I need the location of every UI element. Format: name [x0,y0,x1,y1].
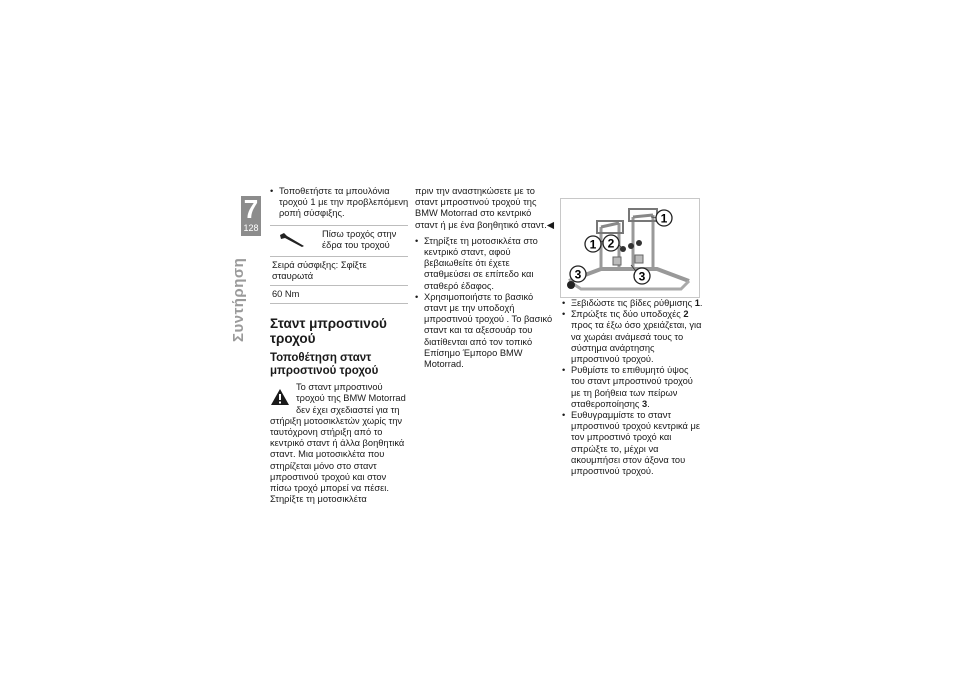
spec-row [270,226,408,257]
column-3 [562,298,704,477]
list-item: • Ευθυγραμμίστε το σταντ μπροστινού τροχού κεντρικά με τον μπροστινό τροχό και σπρώξτε το, μέχρι να ακουμπήσει στον άξονα του μπροστινού τροχού. [562,410,704,477]
svg-text:2: 2 [607,236,615,251]
torque-spec-table [270,225,408,305]
spec-row: Σειρά σύσφιξης: Σφίξτε σταυρωτά [270,257,408,286]
svg-text:1: 1 [589,237,597,252]
warning-triangle-icon [270,388,290,406]
callout-3-left [570,266,586,282]
column-2 [415,186,555,370]
svg-text:1: 1 [660,211,668,226]
callout-1b [585,236,601,252]
bullet-list [562,298,704,477]
warning-text: Το σταντ μπροστινού τροχού της BMW Motorrad δεν έχει σχεδιαστεί για τη στήριξη μοτοσικλετών χωρίς την ταυτόχρονη στήριξη από το κεντρικό σταντ ή άλλα βοηθητικά σταντ. Μια μοτοσικλέτα που στηρίζεται μόνο στο σταντ μπροστινού τροχού και στον πίσω τροχό μπορεί να πέσει. Στηρίξτε τη μοτοσικλέτα [270,382,406,505]
subsection-heading: Τοποθέτηση σταντ μπροστινού τροχού [270,352,379,378]
list-item: • Χρησιμοποιήστε το βασικό σταντ με την υποδοχή μπροστινού τροχού . Το βασικό σταντ και τα αξεσουάρ του διατίθενται από τον τοπικό Επίσημο Έμπορο BMW Motorrad. [415,292,555,370]
section-title-vertical: Συντήρηση [230,257,247,342]
svg-text:3: 3 [638,269,646,284]
list-item: • Ρυθμίστε το επιθυμητό ύψος του σταντ μπροστινού τροχού με τη βοήθεια των πείρων σταθεροποίησης 3. [562,365,704,410]
callout-1 [656,210,672,226]
list-item: • Τοποθετήστε τα μπουλόνια τροχού 1 με την προβλεπόμενη ροπή σύσφιξης. [270,186,410,220]
wrench-icon [278,232,308,248]
svg-text:3: 3 [574,267,582,282]
list-item: • Στηρίξτε τη μοτοσικλέτα στο κεντρικό σταντ, αφού βεβαιωθείτε ότι έχετε σταθμεύσει σε επίπεδο και σταθερό έδαφος. [415,236,555,292]
warning-block [270,382,410,505]
page-number: 128 [243,223,259,233]
bullet-list [415,236,555,370]
list-item: • Σπρώξτε τις δύο υποδοχές 2 προς τα έξω όσο χρειάζεται, για να χωράει ανάμεσά τους το σύστημα ανάρτησης μπροστινού τροχού. [562,309,704,365]
bullet-list [270,186,410,220]
front-wheel-stand-figure [560,198,700,298]
column-1 [270,186,410,505]
chapter-number: 7 [243,194,259,224]
list-item: • Ξεβιδώστε τις βίδες ρύθμισης 1. [562,298,704,309]
spec-row: 60 Nm [270,286,408,304]
spec-title: Πίσω τροχός στην έδρα του τροχού [322,228,397,250]
section-heading: Σταντ μπροστινού τροχού [270,316,387,347]
callout-3-right [634,268,650,284]
front-wheel-stand-illustration [561,199,699,297]
paragraph: πριν την αναστηκώσετε με το σταντ μπροστινού τροχού της BMW Motorrad στο κεντρικό σταντ ή με ένα βοηθητικό σταντ.◀ [415,186,554,230]
callout-2 [603,235,619,251]
